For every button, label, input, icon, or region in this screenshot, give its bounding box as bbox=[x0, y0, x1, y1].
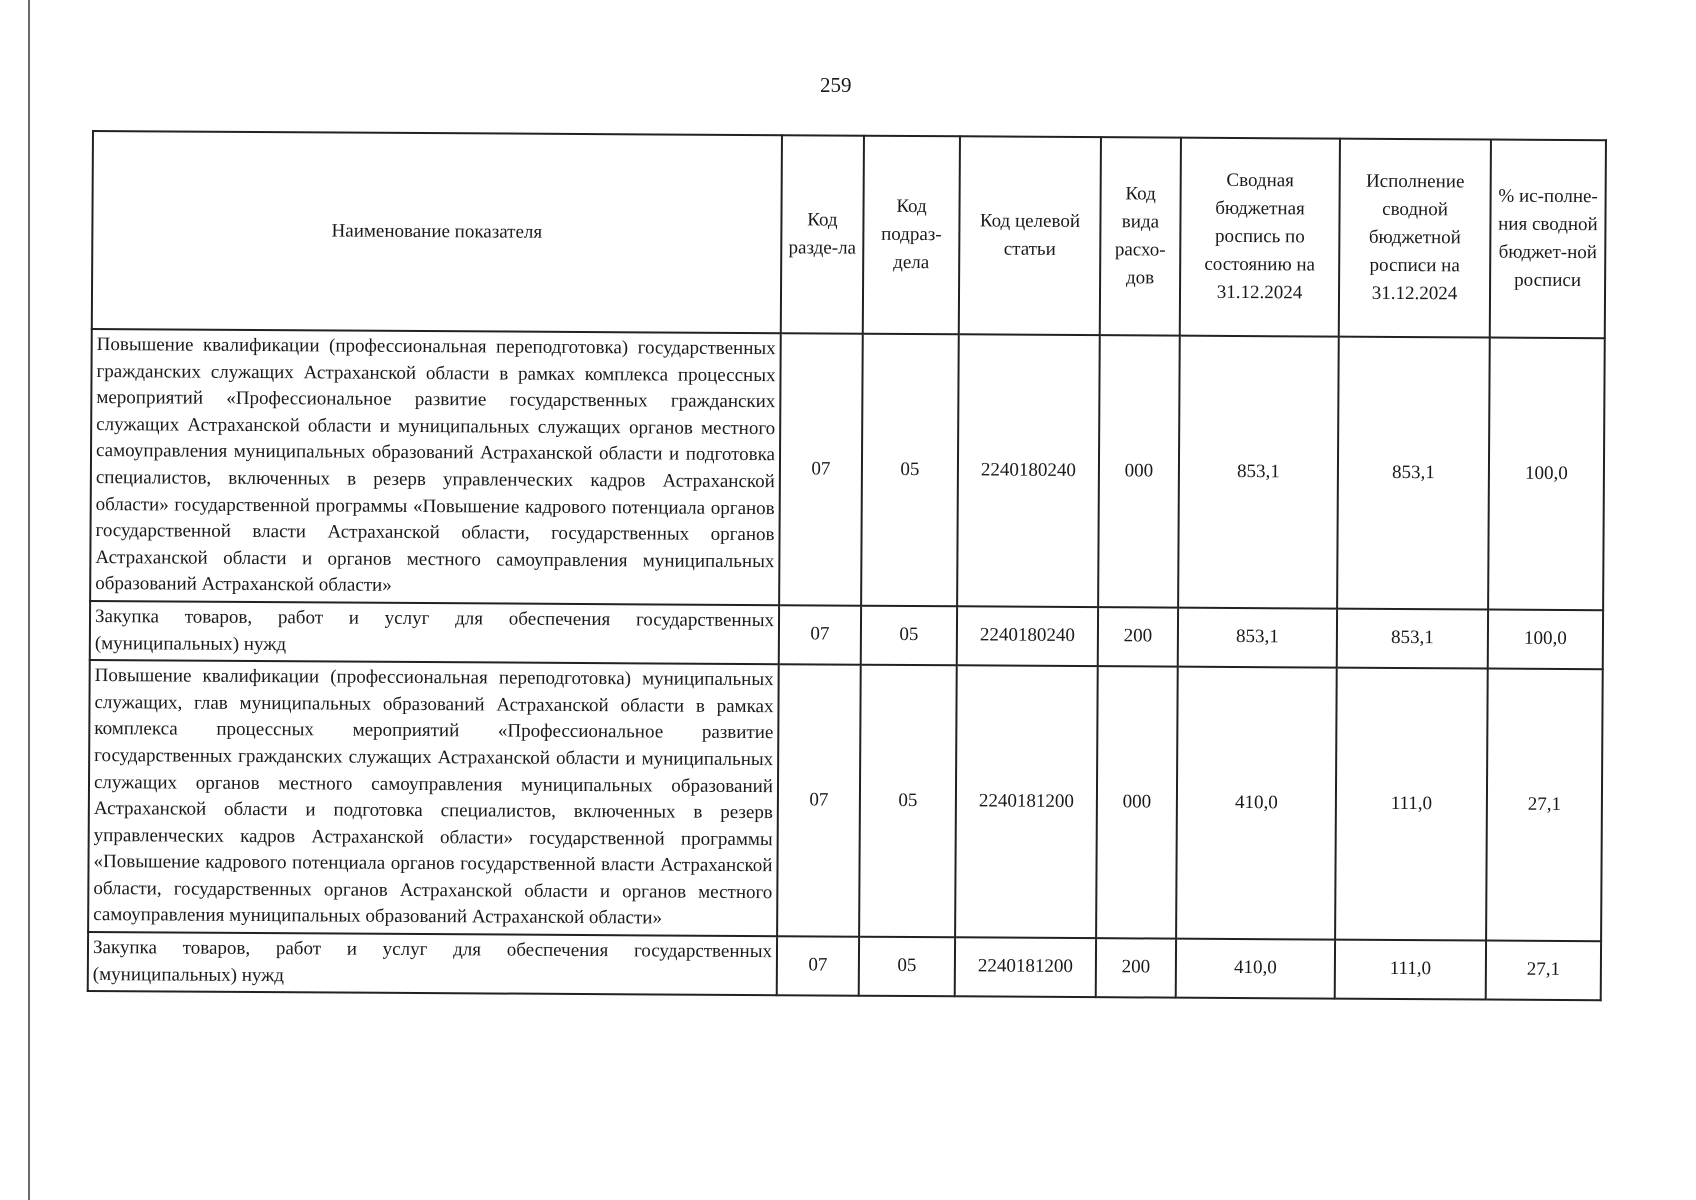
header-section-code: Код разде-ла bbox=[781, 135, 864, 333]
row-subsection: 05 bbox=[861, 334, 959, 607]
left-margin-line bbox=[28, 0, 30, 1200]
header-execution-percent: % ис-полне-ния сводной бюджет-ной росписи bbox=[1490, 140, 1606, 339]
row-execution: 111,0 bbox=[1335, 940, 1486, 1000]
row-expense-type: 200 bbox=[1096, 938, 1176, 998]
row-budget: 410,0 bbox=[1176, 667, 1337, 940]
row-target-article: 2240181200 bbox=[955, 937, 1096, 997]
row-target-article: 2240181200 bbox=[955, 665, 1098, 938]
table-row bbox=[88, 932, 1601, 1000]
row-subsection: 05 bbox=[861, 606, 957, 666]
row-execution: 853,1 bbox=[1337, 609, 1488, 669]
row-execution: 853,1 bbox=[1337, 337, 1490, 610]
row-target-article: 2240180240 bbox=[957, 606, 1098, 666]
header-subsection-code: Код подраз-дела bbox=[863, 136, 960, 335]
row-expense-type: 200 bbox=[1098, 607, 1178, 667]
row-percent: 27,1 bbox=[1486, 669, 1603, 942]
row-section: 07 bbox=[777, 664, 861, 936]
row-percent: 27,1 bbox=[1486, 941, 1601, 1001]
row-percent: 100,0 bbox=[1488, 338, 1605, 611]
row-execution: 111,0 bbox=[1335, 668, 1488, 941]
row-name: Закупка товаров, работ и услуг для обеспечения государственных (муниципальных) нужд bbox=[88, 932, 777, 995]
header-execution: Исполнение сводной бюджетной росписи на 31.12.2024 bbox=[1339, 139, 1491, 338]
row-budget: 853,1 bbox=[1178, 336, 1339, 609]
row-subsection: 05 bbox=[859, 665, 957, 938]
row-section: 07 bbox=[779, 333, 863, 605]
table-header-row bbox=[92, 131, 1606, 338]
row-target-article: 2240180240 bbox=[957, 334, 1100, 607]
row-subsection: 05 bbox=[859, 937, 955, 997]
table-row bbox=[88, 660, 1603, 941]
row-expense-type: 000 bbox=[1098, 335, 1180, 607]
header-target-article-code: Код целевой статьи bbox=[959, 136, 1101, 335]
header-consolidated-budget: Сводная бюджетная роспись по состоянию на 31.12.2024 bbox=[1180, 138, 1340, 337]
row-name: Закупка товаров, работ и услуг для обеспечения государственных (муниципальных) нужд bbox=[90, 601, 779, 664]
row-name: Повышение квалификации (профессиональная переподготовка) муниципальных служащих, глав муниципальных образований Астраханской области в рамках комплекса процессных мероприятий «Профессиональное развитие государственных гражданских служащих Астраханской области и муниципальных служащих органов местного самоуправления муниципальных образований Астраханской области и подготовка специалистов, включенных в резерв управленческих кадров Астраханской области» государственной программы «Повышение кадрового потенциала органов государственной власти Астраханской области, государственных органов Астраханской области и органов местного самоуправления муниципальных образований Астраханской области» bbox=[88, 660, 779, 936]
table-row bbox=[90, 601, 1603, 669]
row-section: 07 bbox=[779, 605, 861, 665]
page-number: 259 bbox=[820, 73, 852, 97]
row-expense-type: 000 bbox=[1096, 666, 1178, 938]
row-name: Повышение квалификации (профессиональная переподготовка) государственных гражданских служащих Астраханской области в рамках комплекса процессных мероприятий «Профессиональное развитие государственных гражданских служащих Астраханской области и муниципальных служащих органов местного самоуправления муниципальных образований Астраханской области и подготовка специалистов, включенных в резерв управленческих кадров Астраханской области» государственной программы «Повышение кадрового потенциала органов государственной власти Астраханской области, государственных органов Астраханской области и органов местного самоуправления муниципальных образований Астраханской области» bbox=[90, 329, 781, 605]
row-budget: 853,1 bbox=[1178, 608, 1337, 668]
header-expense-type-code: Код вида расхо-дов bbox=[1100, 137, 1181, 335]
header-name: Наименование показателя bbox=[92, 131, 782, 333]
row-section: 07 bbox=[777, 936, 859, 996]
table-row bbox=[90, 329, 1605, 610]
budget-execution-table bbox=[87, 130, 1607, 1001]
row-percent: 100,0 bbox=[1488, 609, 1603, 669]
row-budget: 410,0 bbox=[1176, 939, 1335, 999]
